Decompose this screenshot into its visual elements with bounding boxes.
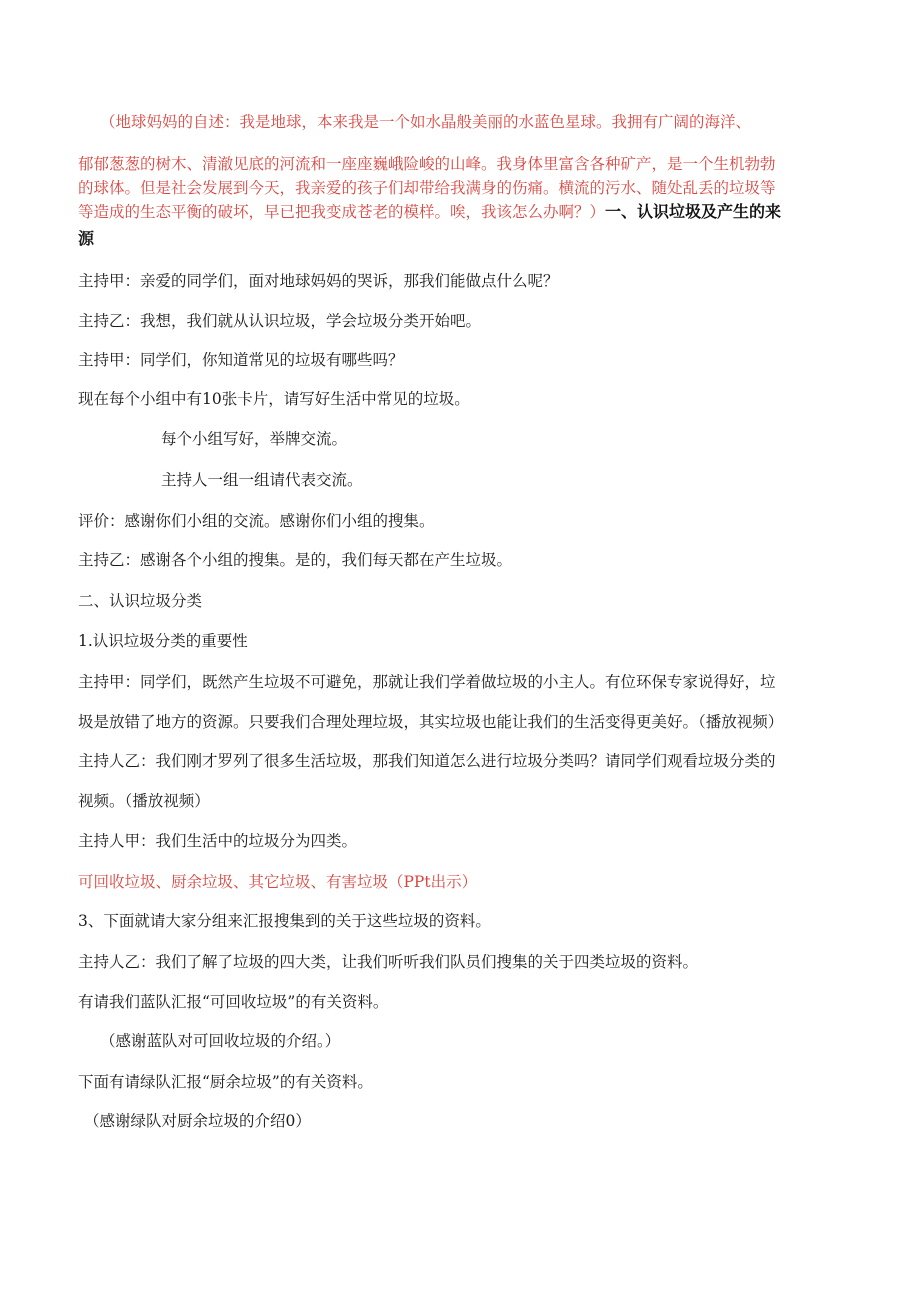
section-2-heading: 二、认识垃圾分类 <box>78 592 203 610</box>
section-2-p7: 下面有请绿队汇报“厨余垃圾”的有关资料。 <box>78 1073 373 1091</box>
dialogue-p7: 评价：感谢你们小组的交流。感谢你们小组的搜集。 <box>78 512 435 530</box>
intro-line-1: （地球妈妈的自述：我是地球，本来我是一个如水晶般美丽的水蓝色星球。我拥有广阔的海洋、 <box>100 113 752 131</box>
section-2-p6: （感谢蓝队对可回收垃圾的介绍。） <box>100 1032 341 1050</box>
garbage-categories: 可回收垃圾、厨余垃圾、其它垃圾、有害垃圾（PPt出示） <box>78 873 478 891</box>
section-2-sub-1: 1.认识垃圾分类的重要性 <box>78 632 248 650</box>
dialogue-p3: 主持甲：同学们，你知道常见的垃圾有哪些吗？ <box>78 351 404 369</box>
section-2-p5: 有请我们蓝队汇报“可回收垃圾”的有关资料。 <box>78 993 389 1011</box>
section-2-p3: 主持人甲：我们生活中的垃圾分为四类。 <box>78 832 358 850</box>
intro-line-2: 郁郁葱葱的树木、清澈见底的河流和一座座巍峨险峻的山峰。我身体里富含各种矿产，是一个生机勃勃 <box>78 155 776 173</box>
dialogue-p6: 主持人一组一组请代表交流。 <box>161 471 363 489</box>
section-2-p8: （感谢绿队对厨余垃圾的介绍0） <box>84 1112 311 1130</box>
dialogue-p8: 主持乙：感谢各个小组的搜集。是的，我们每天都在产生垃圾。 <box>78 551 513 569</box>
section-2-sub-3: 3、下面就请大家分组来汇报搜集到的关于这些垃圾的资料。 <box>78 912 491 930</box>
section-1-heading-cont: 源 <box>78 229 95 248</box>
intro-line-3: 的球体。但是社会发展到今天，我亲爱的孩子们却带给我满身的伤痛。横流的污水、随处乱丢的垃圾等 <box>78 179 776 197</box>
section-2-p4: 主持人乙：我们了解了垃圾的四大类，让我们听听我们队员们搜集的关于四类垃圾的资料。 <box>78 953 699 971</box>
dialogue-p4: 现在每个小组中有10张卡片，请写好生活中常见的垃圾。 <box>78 390 470 408</box>
section-2-p2b: 视频。（播放视频） <box>78 792 210 810</box>
section-2-p1b: 圾是放错了地方的资源。只要我们合理处理垃圾，其实垃圾也能让我们的生活变得更美好。（播放视频） <box>78 713 784 731</box>
intro-line-4: 等造成的生态平衡的破坏，早已把我变成苍老的模样。唉，我该怎么办啊？） <box>78 203 606 221</box>
dialogue-p1: 主持甲：亲爱的同学们，面对地球妈妈的哭诉，那我们能做点什么呢？ <box>78 272 559 290</box>
intro-line-4-with-heading <box>78 201 781 223</box>
section-1-heading: 一、认识垃圾及产生的来 <box>605 202 782 221</box>
section-2-p1a: 主持甲：同学们，既然产生垃圾不可避免，那就让我们学着做垃圾的小主人。有位环保专家说得好，垃 <box>78 673 776 691</box>
dialogue-p5: 每个小组写好，举牌交流。 <box>161 430 348 448</box>
dialogue-p2: 主持乙：我想，我们就从认识垃圾，学会垃圾分类开始吧。 <box>78 312 482 330</box>
section-2-p2a: 主持人乙：我们刚才罗列了很多生活垃圾，那我们知道怎么进行垃圾分类吗？请同学们观看垃圾分类的 <box>78 752 776 770</box>
